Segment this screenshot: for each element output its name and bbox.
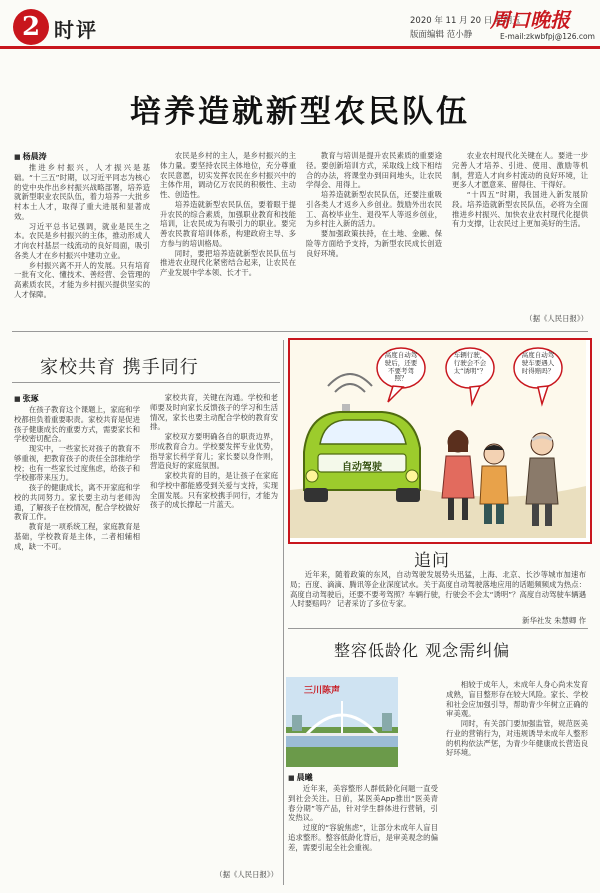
page-header	[0, 0, 600, 58]
paragraph: 同时，要把培养造就新型农民队伍与推进农业现代化紧密结合起来，让农民在产业发展中学本领、长才干。	[160, 248, 296, 278]
top-article-column-3	[306, 151, 442, 328]
paragraph: 农业农村现代化关键在人。要进一步完善人才培养、引进、使用、激励等机制，营造人才向乡村流动的良好环境，让更多人才愿意来、留得住、干得好。	[452, 151, 588, 190]
paragraph: 教育与培训是提升农民素质的重要途径。要创新培训方式，采取线上线下相结合的办法，将课堂办到田间地头，让农民学得会、用得上。	[306, 151, 442, 190]
photo-label: 三川陈声	[304, 686, 341, 696]
paragraph: 近年来，随着政策的东风，自动驾驶发展势头迅猛，上海、北京、长沙等城市加速布局；百度、滴滴、腾讯等企业深度试水。关于高度自动驾驶落地应用的话题频频成为热点：高度自动驾驶后，还要不要考驾照？车辆行驶，行驶会不会太“诱明”？高度自动驾驶车辆遇人时要赔吗？ 记者采访了多位专家。	[290, 570, 586, 609]
cartoon-caption	[290, 570, 586, 614]
left-article-column-2	[150, 393, 278, 868]
top-article-column-2	[160, 151, 296, 328]
page-editor: 版面编辑 范小静	[410, 30, 473, 40]
bottom-article-byline: ■ 晨曦	[288, 772, 313, 783]
paragraph: 家校共育的目的，是让孩子在家庭和学校中都能感受到关爱与支持，实现全面发展。只有家校携手同行，才能为孩子的成长撑起一片蓝天。	[150, 471, 278, 510]
header-rule	[0, 46, 600, 49]
bubble-1-text: 高度自动驾驶后，还要不要考驾照？	[384, 351, 418, 383]
left-article-column-1	[14, 405, 140, 883]
paragraph: 培养造就新型农民队伍，要着眼于提升农民的综合素质，加强职业教育和技能培训，让农民成为有吸引力的职业。要完善农民教育培训体系，构建政府主导、多方参与的培训格局。	[160, 199, 296, 248]
section-title: 时评	[54, 18, 98, 42]
paragraph: 教育是一项系统工程，家庭教育是基础，学校教育是主体，二者相辅相成，缺一不可。	[14, 522, 140, 551]
paragraph: 农民是乡村的主人，是乡村振兴的主体力量。要坚持农民主体地位，充分尊重农民意愿，切实发挥农民在乡村振兴中的主体作用，调动亿万农民的积极性、主动性、创造性。	[160, 151, 296, 200]
paragraph: 要加强政策扶持，在土地、金融、保险等方面给予支持，为新型农民成长创造良好环境。	[306, 229, 442, 258]
paragraph: 家校共育，关键在沟通。学校和老师要及时向家长反馈孩子的学习和生活情况，家长也要主动配合学校的教育安排。	[150, 393, 278, 432]
bubble-2-text: 车辆行驶，行驶会不会太“诱明”？	[453, 351, 487, 375]
paragraph: 相较于成年人，未成年人身心尚未发育成熟，盲目整形存在较大风险。家长、学校和社会应加强引导，帮助青少年树立正确的审美观。	[446, 680, 588, 719]
car-sign: 自动驾驶	[342, 462, 382, 473]
newspaper-logo: 周口晚报	[490, 8, 570, 32]
left-article-headline: 家校共育 携手同行	[40, 357, 199, 378]
paragraph: 推进乡村振兴，人才振兴是基础。“十三五”时期，以习近平同志为核心的党中央作出乡村振兴战略部署，培养造就新型职业农民队伍，着力培养一大批乡村本土人才，取得了重大进展和显著成效。	[14, 163, 150, 221]
paragraph: 家校双方要明确各自的职责边界，形成教育合力。学校要发挥专业优势，指导家长科学育儿；家长要以身作则，营造良好的家庭氛围。	[150, 432, 278, 471]
paragraph: 过度的“容貌焦虑”，让部分未成年人盲目追求整形。整容低龄化背后，是审美观念的偏差，需要引起全社会重视。	[288, 823, 438, 852]
paragraph: 培养造就新型农民队伍，还要注重吸引各类人才返乡入乡创业。鼓励外出农民工、高校毕业生、退役军人等返乡创业，为乡村注入新的活力。	[306, 190, 442, 229]
issue-date: 2020 年 11 月 20 日 星期五	[410, 16, 521, 26]
page-number-badge: 2	[13, 9, 49, 45]
top-article-byline: ■ 杨晨涛	[14, 151, 47, 162]
paragraph: 近年来，美容整形人群低龄化问题一直受到社会关注。日前，某医美App推出“医美青春分期”等产品，针对学生群体进行营销，引发热议。	[288, 784, 438, 823]
bottom-article-headline: 整容低龄化 观念需纠偏	[334, 641, 511, 660]
cartoon-title: 追问	[414, 551, 450, 571]
paragraph: 在孩子教育这个课题上，家庭和学校都担负着重要职责。家校共育是促进孩子健康成长的重要方式，需要家长和学校密切配合。	[14, 405, 140, 444]
bottom-article-column-1	[288, 784, 438, 884]
left-article-byline: ■ 张琢	[14, 393, 39, 404]
self-driving-car	[304, 404, 420, 502]
paragraph: 习近平总书记强调，就业是民生之本。农民是乡村振兴的主体，推动形成人才向农村基层一线流动的良好局面，吸引各类人才在乡村振兴中建功立业。	[14, 221, 150, 260]
top-article-headline: 培养造就新型农民队伍	[130, 94, 470, 130]
paragraph: 孩子的健康成长，离不开家庭和学校的共同努力。家长要主动与老师沟通，了解孩子在校情况，配合学校做好教育工作。	[14, 483, 140, 522]
top-article-column-1	[14, 163, 150, 328]
bridge-photo	[286, 677, 398, 767]
top-article-source: （据《人民日报》）	[525, 314, 588, 323]
contact-email: E-mail:zkwbfpj@126.com	[500, 32, 595, 41]
paragraph: “十四五”时期，我国进入新发展阶段。培养造就新型农民队伍，必将为全面推进乡村振兴、加快农业农村现代化提供有力支撑，让农民过上更加美好的生活。	[452, 190, 588, 229]
bubble-3-text: 高度自动驾驶车要遇人时得赔吗？	[521, 351, 555, 375]
article-photo	[286, 677, 398, 767]
headline-underline	[12, 382, 280, 383]
column-divider	[283, 340, 284, 885]
paragraph: 现实中，一些家长对孩子的教育不够重视，把教育孩子的责任全部推给学校；也有一些家长过度焦虑，给孩子和学校都带来压力。	[14, 444, 140, 483]
bottom-article-column-2	[446, 680, 588, 884]
paragraph: 乡村振兴离不开人的发展。只有培育一批有文化、懂技术、善经营、会管理的高素质农民，才能为乡村振兴提供坚实的人才保障。	[14, 260, 150, 299]
paragraph: 同时，有关部门要加强监管，规范医美行业的营销行为，对违规诱导未成年人整形的机构依法严惩，为青少年健康成长营造良好环境。	[446, 719, 588, 758]
left-article-source: （据《人民日报》）	[215, 870, 278, 879]
section-divider	[288, 628, 588, 629]
cartoon-credit: 新华社发 朱慧卿 作	[522, 616, 586, 625]
top-article-column-4	[452, 151, 588, 311]
cartoon-frame	[288, 338, 592, 544]
section-divider	[12, 331, 588, 332]
